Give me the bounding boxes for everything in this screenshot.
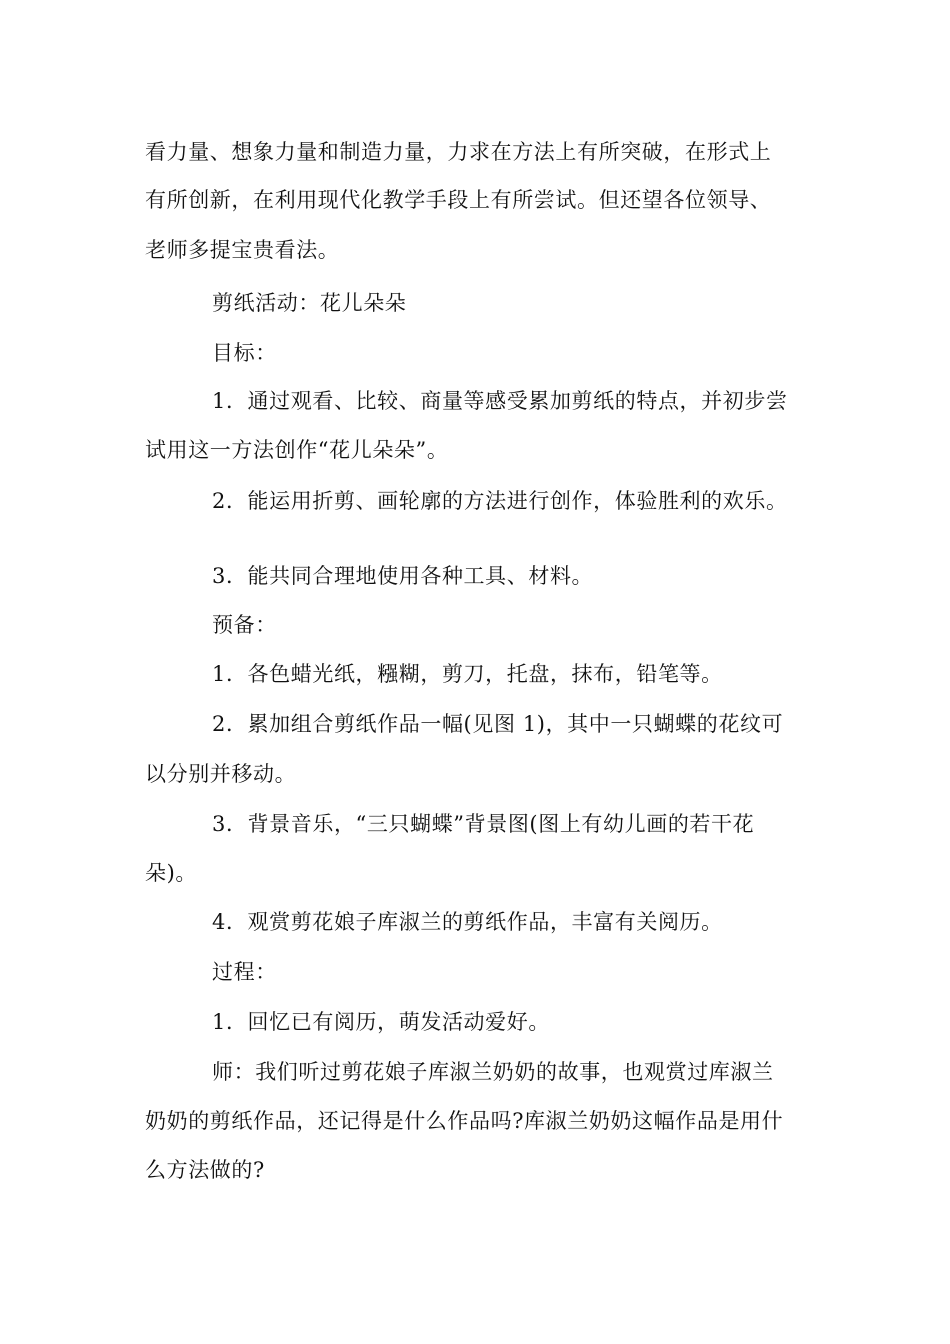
- goal-item-1-continued: 试用这一方法创作“花儿朵朵”。: [145, 438, 449, 462]
- goal-item-2: 2．能运用折剪、画轮廓的方法进行创作，体验胜利的欢乐。: [212, 489, 788, 513]
- prep-item-3: 3．背景音乐，“三只蝴蝶”背景图(图上有幼儿画的若干花: [212, 812, 755, 836]
- section-heading-process: 过程：: [212, 960, 277, 984]
- prep-item-3-continued: 朵)。: [145, 861, 197, 885]
- teacher-dialogue-continued: 奶奶的剪纸作品，还记得是什么作品吗?库淑兰奶奶这幅作品是用什: [145, 1109, 784, 1133]
- process-step-1: 1．回忆已有阅历，萌发活动爱好。: [212, 1010, 550, 1034]
- prep-item-4: 4．观赏剪花娘子库淑兰的剪纸作品，丰富有关阅历。: [212, 910, 723, 934]
- paragraph-line: 有所创新，在利用现代化教学手段上有所尝试。但还望各位领导、: [145, 188, 772, 212]
- paragraph-line: 老师多提宝贵看法。: [145, 238, 340, 262]
- section-heading-preparation: 预备：: [212, 613, 277, 637]
- paragraph-line: 看力量、想象力量和制造力量，力求在方法上有所突破，在形式上: [145, 140, 772, 164]
- goal-item-1: 1．通过观看、比较、商量等感受累加剪纸的特点，并初步尝: [212, 389, 788, 413]
- goal-item-3: 3．能共同合理地使用各种工具、材料。: [212, 564, 594, 588]
- prep-item-2-continued: 以分别并移动。: [145, 762, 297, 786]
- prep-item-2: 2．累加组合剪纸作品一幅(见图 1)，其中一只蝴蝶的花纹可: [212, 712, 784, 736]
- teacher-dialogue: 师：我们听过剪花娘子库淑兰奶奶的故事，也观赏过库淑兰: [212, 1060, 774, 1084]
- teacher-dialogue-end: 么方法做的?: [145, 1158, 265, 1182]
- section-heading-goals: 目标：: [212, 341, 277, 365]
- prep-item-1: 1．各色蜡光纸，糨糊，剪刀，托盘，抹布，铅笔等。: [212, 662, 723, 686]
- activity-title: 剪纸活动：花儿朵朵: [212, 291, 407, 315]
